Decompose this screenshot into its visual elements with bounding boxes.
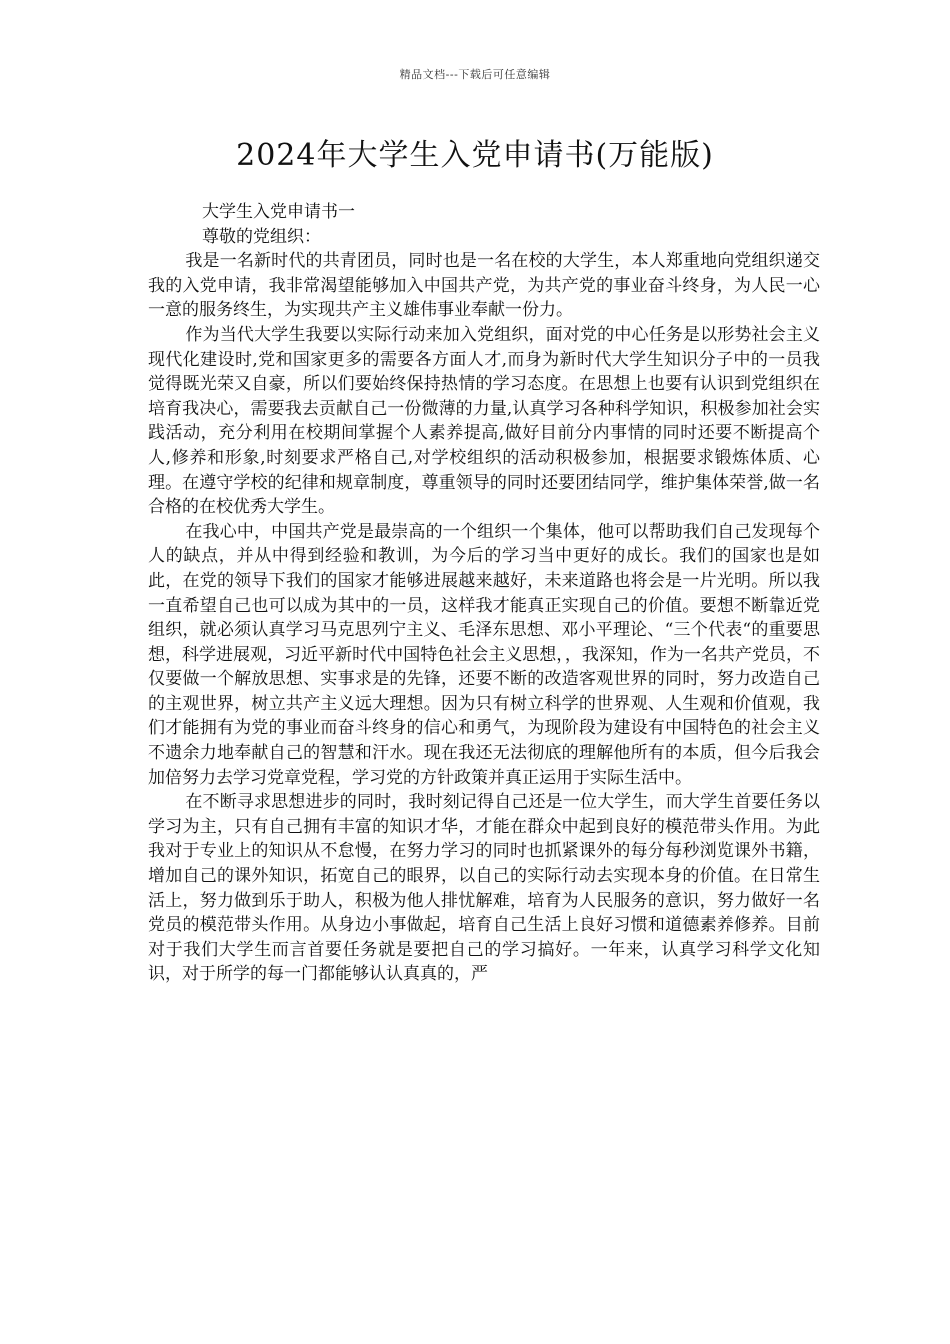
paragraph-4: 在不断寻求思想进步的同时，我时刻记得自己还是一位大学生，而大学生首要任务以学习为主，只有自己拥有丰富的知识才华，才能在群众中起到良好的模范带头作用。为此我对于专业上的知识从不怠慢，在努力学习的同时也抓紧课外的每分每秒浏览课外书籍，增加自己的课外知识，拓宽自己的眼界，以自己的实际行动去实现本身的价值。在日常生活上，努力做到乐于助人，积极为他人排忧解难，培育为人民服务的意识，努力做好一名党员的模范带头作用。从身边小事做起，培育自己生活上良好习惯和道德素养修养。目前对于我们大学生而言首要任务就是要把自己的学习搞好。一年来，认真学习科学文化知识，对于所学的每一门都能够认认真真的，严 [148, 792, 820, 985]
document-subtitle: 大学生入党申请书一 [202, 202, 355, 222]
document-body [148, 200, 820, 987]
paragraph-1: 我是一名新时代的共青团员，同时也是一名在校的大学生，本人郑重地向党组织递交我的入党申请，我非常渴望能够加入中国共产党，为共产党的事业奋斗终身，为人民一心一意的服务终生，为实现共产主义雄伟事业奉献一份力。 [148, 251, 820, 321]
page-header: 精品文档---下载后可任意编辑 [399, 68, 551, 81]
paragraph-2: 作为当代大学生我要以实际行动来加入党组织，面对党的中心任务是以形势社会主义现代化建设时,党和国家更多的需要各方面人才,而身为新时代大学生知识分子中的一员我觉得既光荣又自豪，所以们要始终保持热情的学习态度。在思想上也要有认识到党组织在培育我决心，需要我去贡献自己一份微薄的力量,认真学习各种科学知识，积极参加社会实践活动，充分利用在校期间掌握个人素养提高,做好目前分内事情的同时还要不断提高个人,修养和形象,时刻要求严格自己,对学校组织的活动积极参加，根据要求锻炼体质、心理。在遵守学校的纪律和规章制度，尊重领导的同时还要团结同学，维护集体荣誉,做一名合格的在校优秀大学生。 [148, 324, 820, 518]
salutation: 尊敬的党组织： [202, 226, 321, 247]
document-title: 2024年大学生入党申请书(万能版) [236, 138, 714, 173]
paragraph-3: 在我心中，中国共产党是最崇高的一个组织一个集体，他可以帮助我们自己发现每个人的缺点，并从中得到经验和教训，为今后的学习当中更好的成长。我们的国家也是如此，在党的领导下我们的国家才能够进展越来越好，未来道路也将会是一片光明。所以我一直希望自己也可以成为其中的一员，这样我才能真正实现自己的价值。要想不断靠近党组织，就必须认真学习马克思列宁主义、毛泽东思想、邓小平理论、“三个代表“的重要思想，科学进展观，习近平新时代中国特色社会主义思想，，我深知，作为一名共产党员，不仅要做一个解放思想、实事求是的先锋，还要不断的改造客观世界的同时，努力改造自己的主观世界，树立共产主义远大理想。因为只有树立科学的世界观、人生观和价值观，我们才能拥有为党的事业而奋斗终身的信心和勇气，为现阶段为建设有中国特色的社会主义不遗余力地奉献自己的智慧和汗水。现在我还无法彻底的理解他所有的本质，但今后我会加倍努力去学习党章党程，学习党的方针政策并真正运用于实际生活中。 [148, 521, 820, 788]
